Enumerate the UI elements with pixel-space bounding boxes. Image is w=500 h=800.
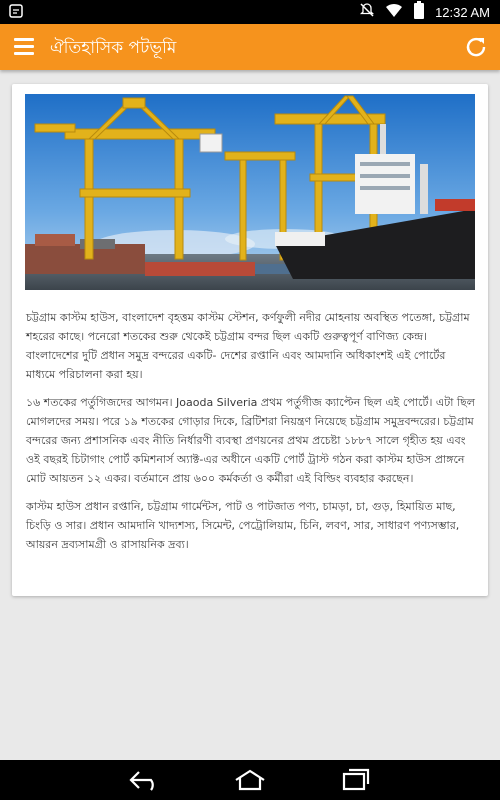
- paragraph-3: কাস্টম হাউস প্রধান রপ্তানি, চট্টগ্রাম গার্মেন্টস, পাট ও পাটজাত পণ্য, চামড়া, চা, গুড়, হিমায়িত মাছ, চিংড়ি ও সার। প্রধান আমদানি খাদ্যশস্য, সিমেন্ট, পেট্রোলিয়াম, চিনি, লবণ, সার, সাধারণ পণ্যসম্ভার, আয়রন দ্রব্যসামগ্রী ও রাসায়নিক দ্রব্য।: [26, 500, 460, 551]
- alarm-off-icon: [359, 2, 375, 22]
- battery-icon: [413, 1, 425, 23]
- wifi-icon: [385, 2, 403, 22]
- back-icon[interactable]: [127, 768, 163, 796]
- content-card: [12, 84, 488, 596]
- home-icon[interactable]: [232, 768, 268, 796]
- navigation-bar: [0, 760, 500, 800]
- port-image: [25, 94, 475, 290]
- paragraph-2: ১৬ শতকের পর্তুগিজদের আগমন। Joaoda Silveria প্রথম পর্তুগীজ ক্যাপ্টেন ছিল এই পোর্টে। এটা ছিল মোগলদের সময়। পরে ১৯ শতকের গোড়ার দিকে, ব্রিটিশরা নিয়ন্ত্রণ নিয়েছে চট্টগ্রাম সমুদ্রবন্দরের। চট্টগ্রাম বন্দরের জন্য প্রশাসনিক এবং নীতি নির্ধারণী ব্যবস্থা প্রণয়নের প্রথম প্রচেষ্টা ১৮৮৭ সালে গৃহীত হয় এবং ওই বছরই চিটাগাং পোর্ট কমিশনার্স অ্যাক্ট-এর অধীনে একটি পোর্ট ট্রাস্ট গঠন করা কাস্টম হাউস প্রাঙ্গনে মোট আয়তন ১২ একর। বর্তমানে প্রায় ৬০০ কর্মকর্তা ও কর্মীরা এই বিল্ডিং ব্যবহার করছেন।: [26, 396, 475, 485]
- article-text: [26, 308, 476, 563]
- notification-icon: [8, 3, 24, 23]
- status-time: 12:32 AM: [435, 4, 490, 20]
- menu-icon[interactable]: [14, 38, 34, 56]
- recent-apps-icon[interactable]: [338, 768, 374, 796]
- status-bar: [0, 0, 500, 24]
- refresh-icon[interactable]: [464, 35, 488, 59]
- paragraph-1: চট্টগ্রাম কাস্টম হাউস, বাংলাদেশ বৃহত্তম কাস্টম স্টেশন, কর্ণফুলী নদীর মোহনায় অবস্থিত পতেঙ্গা, চট্টগ্রাম শহরের কাছে। পনেরো শতকের শুরু থেকেই চট্টগ্রাম বন্দর ছিল একটি গুরুত্বপূর্ণ বাণিজ্য কেন্দ্র। বাংলাদেশের দুটি প্রধান সমুদ্র বন্দরের একটি- দেশের রপ্তানি এবং আমদানি অধিকাংশই এই পোর্টের মাধ্যমে পরিচালনা করা হয়।: [26, 311, 470, 381]
- app-bar: [0, 24, 500, 70]
- page-title: ঐতিহাসিক পটভূমি: [50, 38, 177, 58]
